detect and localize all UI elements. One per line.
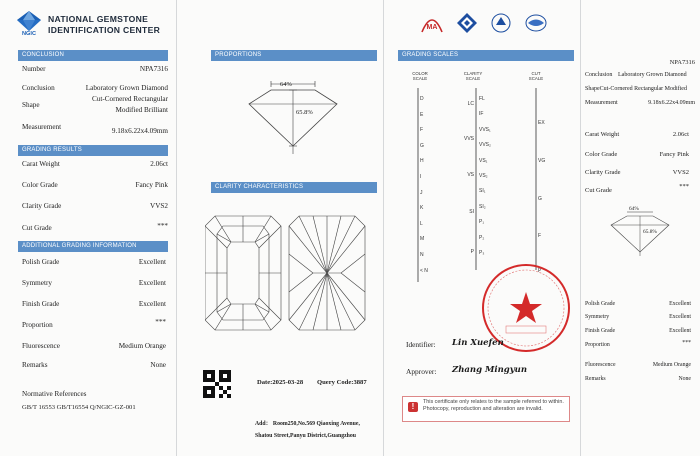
cut-grade: P	[538, 268, 542, 274]
color-grade: K	[420, 205, 424, 212]
fluorescence-label: Fluorescence	[22, 342, 60, 350]
clarity-group: P	[470, 249, 474, 255]
polish-value: Excellent	[138, 258, 166, 266]
cut-grade: G	[538, 196, 542, 202]
stub-remarks-value: None	[678, 376, 691, 382]
warning-icon: !	[408, 402, 418, 412]
clarity-plot-diagram	[205, 214, 375, 334]
qr-code-icon	[203, 370, 231, 398]
cut-value: ***	[157, 222, 168, 230]
disclaimer-box	[402, 396, 570, 422]
stub-shape-line: ShapeCut-Cornered Rectangular Modified	[585, 86, 687, 92]
color-grade: J	[420, 189, 423, 196]
clarity-group: LC	[467, 101, 474, 107]
clarity-grade: VS₂	[479, 173, 488, 179]
clarity-grade: P₃	[479, 250, 485, 256]
number-label: Number	[22, 65, 46, 73]
stub-number-value: NPA7316	[669, 59, 695, 66]
stub-carat-label: Carat Weight	[585, 131, 620, 138]
section-additional-bar: ADDITIONAL GRADING INFORMATION	[18, 241, 168, 252]
ngic-logo-text: NGIC	[22, 31, 36, 37]
measurement-value: 9.18x6.22x4.09mm	[111, 127, 168, 135]
normative-value: GB/T 16553 GB/T16554 Q/NGIC-GZ-001	[22, 404, 136, 411]
shape-label: Shape	[22, 101, 40, 109]
cut-scale-title-2: SCALE	[528, 76, 544, 81]
stub-finish-value: Excellent	[669, 328, 691, 334]
stub-clarity-value: VVS2	[672, 169, 689, 176]
section-grading-results-bar: GRADING RESULTS	[18, 145, 168, 156]
approver-label: Approver:	[406, 367, 437, 376]
clarity-group: SI	[469, 209, 474, 215]
color-grade: L	[420, 220, 423, 227]
section-scales-bar: GRADING SCALES	[398, 50, 574, 61]
svg-text:MA: MA	[426, 24, 438, 31]
conclusion-value: Laboratory Grown Diamond	[85, 84, 168, 92]
clarity-grade: VVS₁	[479, 126, 491, 133]
color-grade: N	[420, 252, 424, 258]
symmetry-label: Symmetry	[22, 279, 52, 287]
clarity-value: VVS2	[150, 202, 168, 210]
cut-label: Cut Grade	[22, 224, 52, 232]
panel-conclusion	[0, 0, 176, 456]
color-grade: G	[420, 142, 424, 149]
cut-grade: VG	[538, 158, 546, 164]
approver-signature: Zhang Mingyun	[452, 365, 528, 375]
stub-measurement-label: Measurement	[585, 100, 618, 106]
stub-color-label: Color Grade	[585, 151, 618, 158]
stub-cut-value: ***	[679, 183, 689, 190]
color-grade: F	[420, 127, 424, 134]
carat-value: 2.06ct	[150, 160, 168, 168]
depth-percentage: 65.8%	[296, 109, 313, 116]
proportion-value: ***	[155, 318, 166, 326]
clarity-grade: VVS₂	[479, 142, 491, 149]
section-conclusion-bar: CONCLUSION	[18, 50, 168, 61]
stub-carat-value: 2.06ct	[672, 131, 689, 138]
section-proportions-bar: PROPORTIONS	[211, 50, 377, 61]
clarity-group: VS	[467, 172, 474, 178]
proportion-diagram	[223, 76, 363, 156]
color-scale-title-2: SCALE	[412, 76, 428, 81]
color-value: Fancy Pink	[135, 181, 168, 189]
stub-clarity-label: Clarity Grade	[585, 169, 621, 176]
symmetry-value: Excellent	[138, 279, 166, 287]
finish-label: Finish Grade	[22, 300, 60, 308]
brand-line-1: NATIONAL GEMSTONE	[48, 14, 149, 24]
identifier-signature: Lin Xuefen	[452, 338, 504, 348]
color-grade: E	[420, 111, 424, 118]
stub-fluorescence-label: Fluorescence	[585, 362, 616, 368]
clarity-grade: SI₂	[479, 203, 486, 210]
disclaimer-text: This certificate only relates to the sample referred to within. Photocopy, reproduction and alteration are invalid.	[423, 399, 564, 412]
section-clarity-bar: CLARITY CHARACTERISTICS	[211, 182, 377, 193]
color-grade: I	[420, 174, 422, 180]
clarity-grade: SI₁	[479, 188, 486, 195]
clarity-group: VVS	[463, 136, 474, 142]
polish-label: Polish Grade	[22, 258, 60, 266]
stub-table-percentage: 64%	[629, 206, 639, 212]
clarity-grade: FL	[479, 96, 485, 102]
stub-color-value: Fancy Pink	[659, 151, 689, 158]
stub-depth-percentage: 65.8%	[643, 229, 657, 235]
stub-symmetry-value: Excellent	[669, 314, 691, 320]
fluorescence-value: Medium Orange	[118, 342, 166, 350]
clarity-grade: P₂	[479, 234, 485, 241]
stub-polish-value: Excellent	[669, 301, 691, 307]
color-label: Color Grade	[22, 181, 58, 189]
cut-grade: F	[538, 233, 542, 239]
clarity-scale-title-1: CLARITY	[463, 71, 483, 76]
shape-value-2: Modified Brilliant	[115, 106, 168, 114]
identifier-label: Identifier:	[406, 340, 436, 349]
address-line-2: Shatou Street,Panyu District,Guangzhou	[255, 433, 357, 439]
table-percentage: 64%	[280, 81, 292, 88]
stub-proportion-value: ***	[682, 340, 691, 346]
issue-date: Date:2025-03-28	[257, 379, 304, 386]
query-code: Query Code:3887	[317, 379, 367, 386]
stub-fluorescence-value: Medium Orange	[652, 362, 691, 368]
number-value: NPA7316	[139, 65, 168, 73]
panel-scales	[384, 0, 580, 456]
clarity-scale-title-2: SCALE	[465, 76, 481, 81]
color-grade: H	[420, 158, 424, 165]
stub-cut-label: Cut Grade	[585, 187, 612, 194]
stub-conclusion-value: Laboratory Grown Diamond	[618, 72, 687, 78]
brand-line-2: IDENTIFICATION CENTER	[48, 25, 161, 35]
address-line-1: Add： Room250,No.569 Qiaoxing Avenue,	[255, 421, 360, 427]
stub-measurement-value: 9.18x6.22x4.09mm	[648, 100, 695, 106]
conclusion-label: Conclusion	[22, 84, 55, 92]
stub-proportion-diagram	[595, 208, 685, 258]
panel-diagrams	[177, 0, 383, 456]
clarity-grade: P₁	[479, 219, 485, 226]
clarity-grade: VS₁	[479, 157, 488, 164]
cut-grade: EX	[538, 120, 545, 126]
measurement-label: Measurement	[22, 123, 62, 131]
stub-proportion-label: Proportion	[585, 342, 610, 348]
color-grade: < N	[420, 267, 428, 274]
color-grade: M	[420, 236, 425, 243]
normative-title: Normative References	[22, 390, 87, 398]
stub-polish-label: Polish Grade	[585, 301, 616, 307]
stub-finish-label: Finish Grade	[585, 328, 616, 334]
stub-conclusion-label: Conclusion	[585, 72, 613, 78]
stub-symmetry-label: Symmetry	[585, 314, 610, 320]
proportion-label: Proportion	[22, 321, 53, 329]
remarks-label: Remarks	[22, 361, 48, 369]
color-grade: D	[420, 96, 424, 102]
carat-label: Carat Weight	[22, 160, 60, 168]
clarity-label: Clarity Grade	[22, 202, 62, 210]
color-scale-title-1: COLOR	[412, 71, 428, 76]
cut-scale-title-1: CUT	[531, 71, 541, 76]
remarks-value: None	[150, 361, 166, 369]
clarity-grade: IF	[479, 111, 484, 118]
shape-value-1: Cut-Cornered Rectangular	[91, 95, 168, 103]
stub-remarks-label: Remarks	[585, 376, 606, 382]
finish-value: Excellent	[138, 300, 166, 308]
panel-stub	[581, 0, 700, 456]
